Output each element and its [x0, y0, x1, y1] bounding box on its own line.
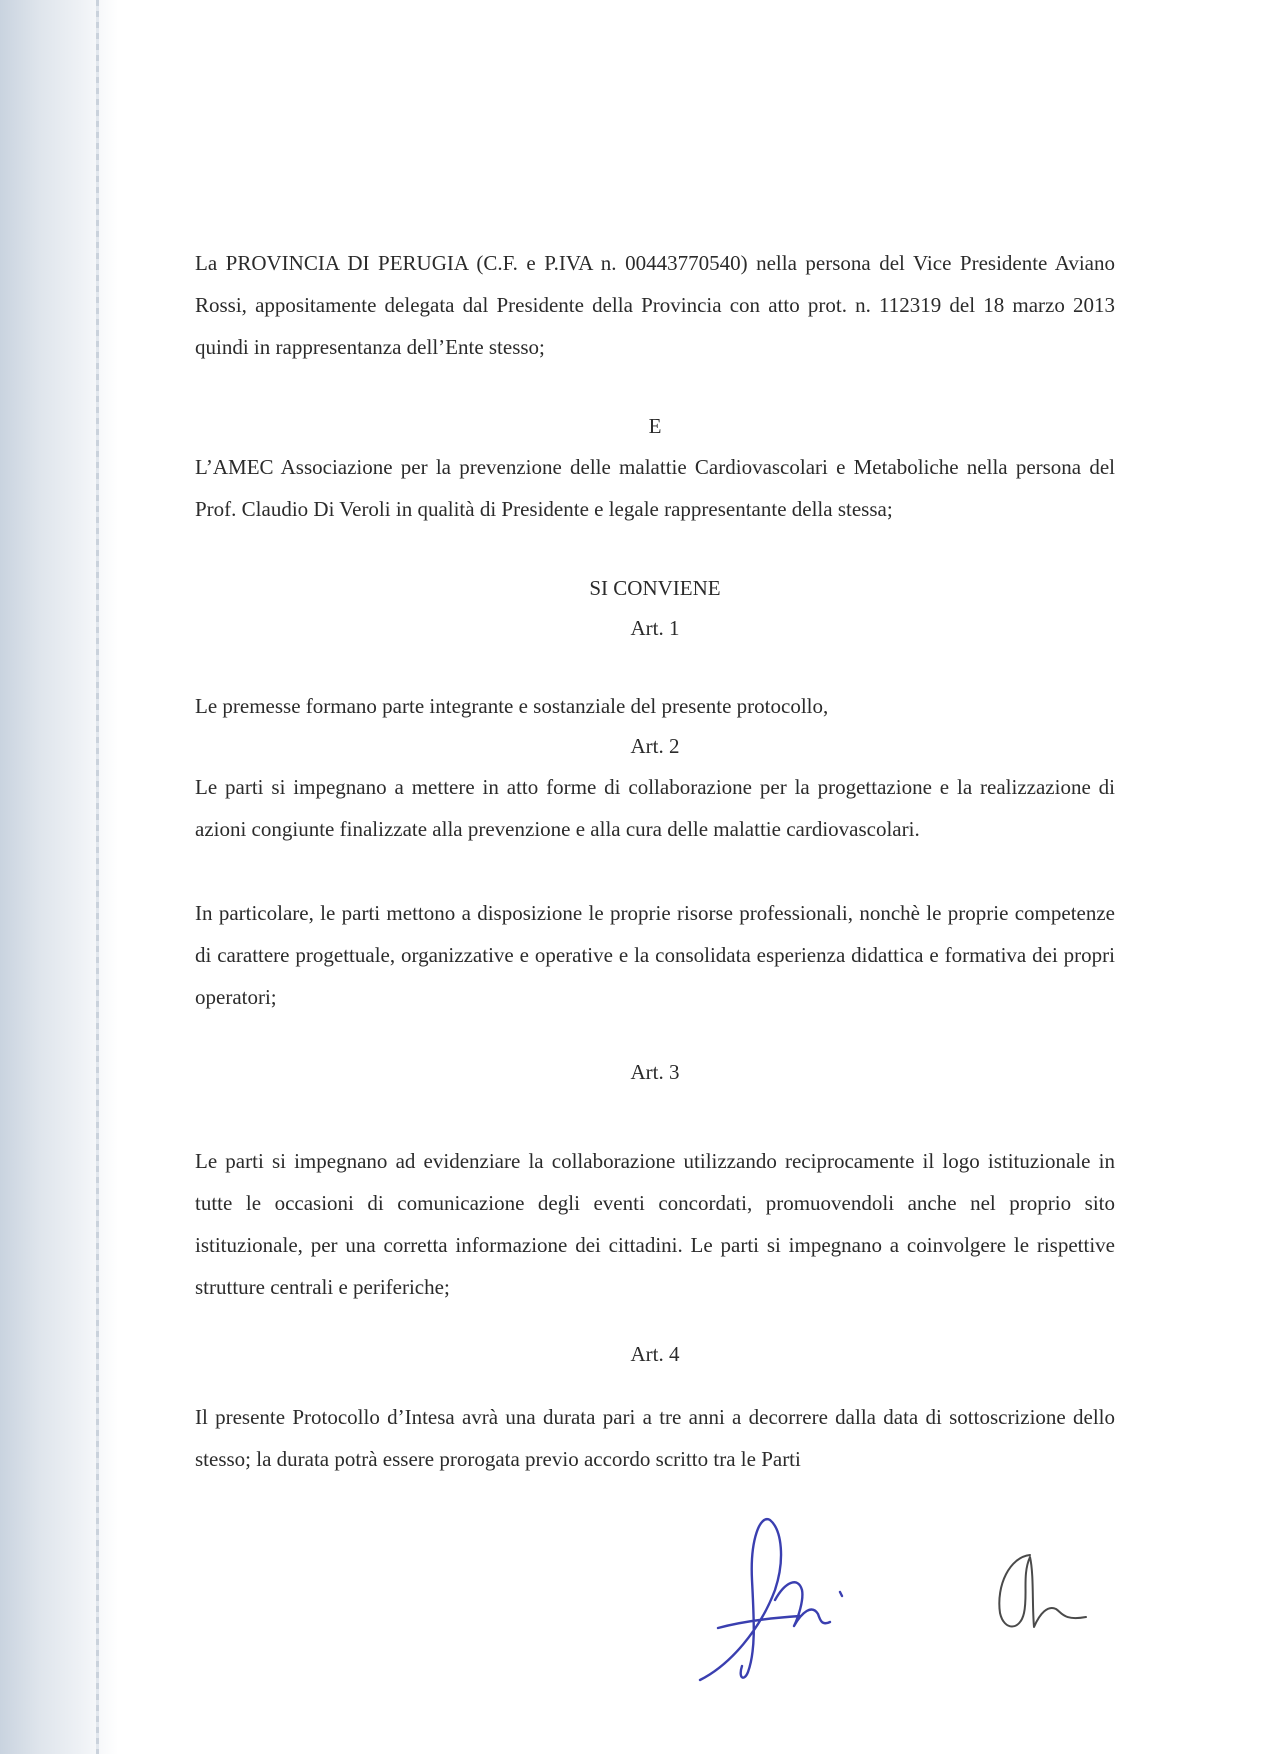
article-title-2: Art. 2: [630, 734, 680, 758]
intro-paragraph-province: La PROVINCIA DI PERUGIA (C.F. e P.IVA n. 00443770540) nella persona del Vice Presidente Aviano Rossi, appositamente delegata dal Presidente della Provincia con atto prot. n. 112319 del 18 marzo 2013 quindi in rappresentanza dell’Ente stesso;: [195, 251, 1115, 359]
document-page: [195, 0, 1115, 1754]
signature-vice-president: [690, 1500, 890, 1700]
article-title-3: Art. 3: [630, 1060, 680, 1084]
article-title-1: Art. 1: [630, 616, 680, 640]
signature-amec-president: [990, 1535, 1110, 1645]
article-4-paragraph: Il presente Protocollo d’Intesa avrà una durata pari a tre anni a decorrere dalla data di sottoscrizione dello stesso; la durata potrà essere prorogata previo accordo scritto tra le Parti: [195, 1405, 1115, 1471]
article-2-paragraph-1: Le parti si impegnano a mettere in atto forme di collaborazione per la progettazione e la realizzazione di azioni congiunte finalizzate alla prevenzione e alla cura delle malattie cardiovascolari.: [195, 775, 1115, 841]
si-conviene-heading: SI CONVIENE: [589, 576, 721, 600]
article-3-paragraph: Le parti si impegnano ad evidenziare la collaborazione utilizzando reciprocamente il logo istituzionale in tutte le occasioni di comunicazione degli eventi concordati, promuovendoli anche nel proprio sito istituzionale, per una corretta informazione dei cittadini. Le parti si impegnano a coinvolgere le rispettive strutture centrali e periferiche;: [195, 1149, 1115, 1299]
conjunction-e: E: [648, 414, 662, 438]
intro-paragraph-amec: L’AMEC Associazione per la prevenzione delle malattie Cardiovascolari e Metaboliche nella persona del Prof. Claudio Di Veroli in qualità di Presidente e legale rappresentante della stessa;: [195, 455, 1115, 521]
article-1-paragraph: Le premesse formano parte integrante e sostanziale del presente protocollo,: [195, 694, 829, 718]
article-2-paragraph-2: In particolare, le parti mettono a disposizione le proprie risorse professionali, nonchè le proprie competenze di carattere progettuale, organizzative e operative e la consolidata esperienza didattica e formativa dei propri operatori;: [195, 901, 1115, 1009]
article-title-4: Art. 4: [630, 1342, 680, 1366]
scan-edge: [0, 0, 118, 1754]
